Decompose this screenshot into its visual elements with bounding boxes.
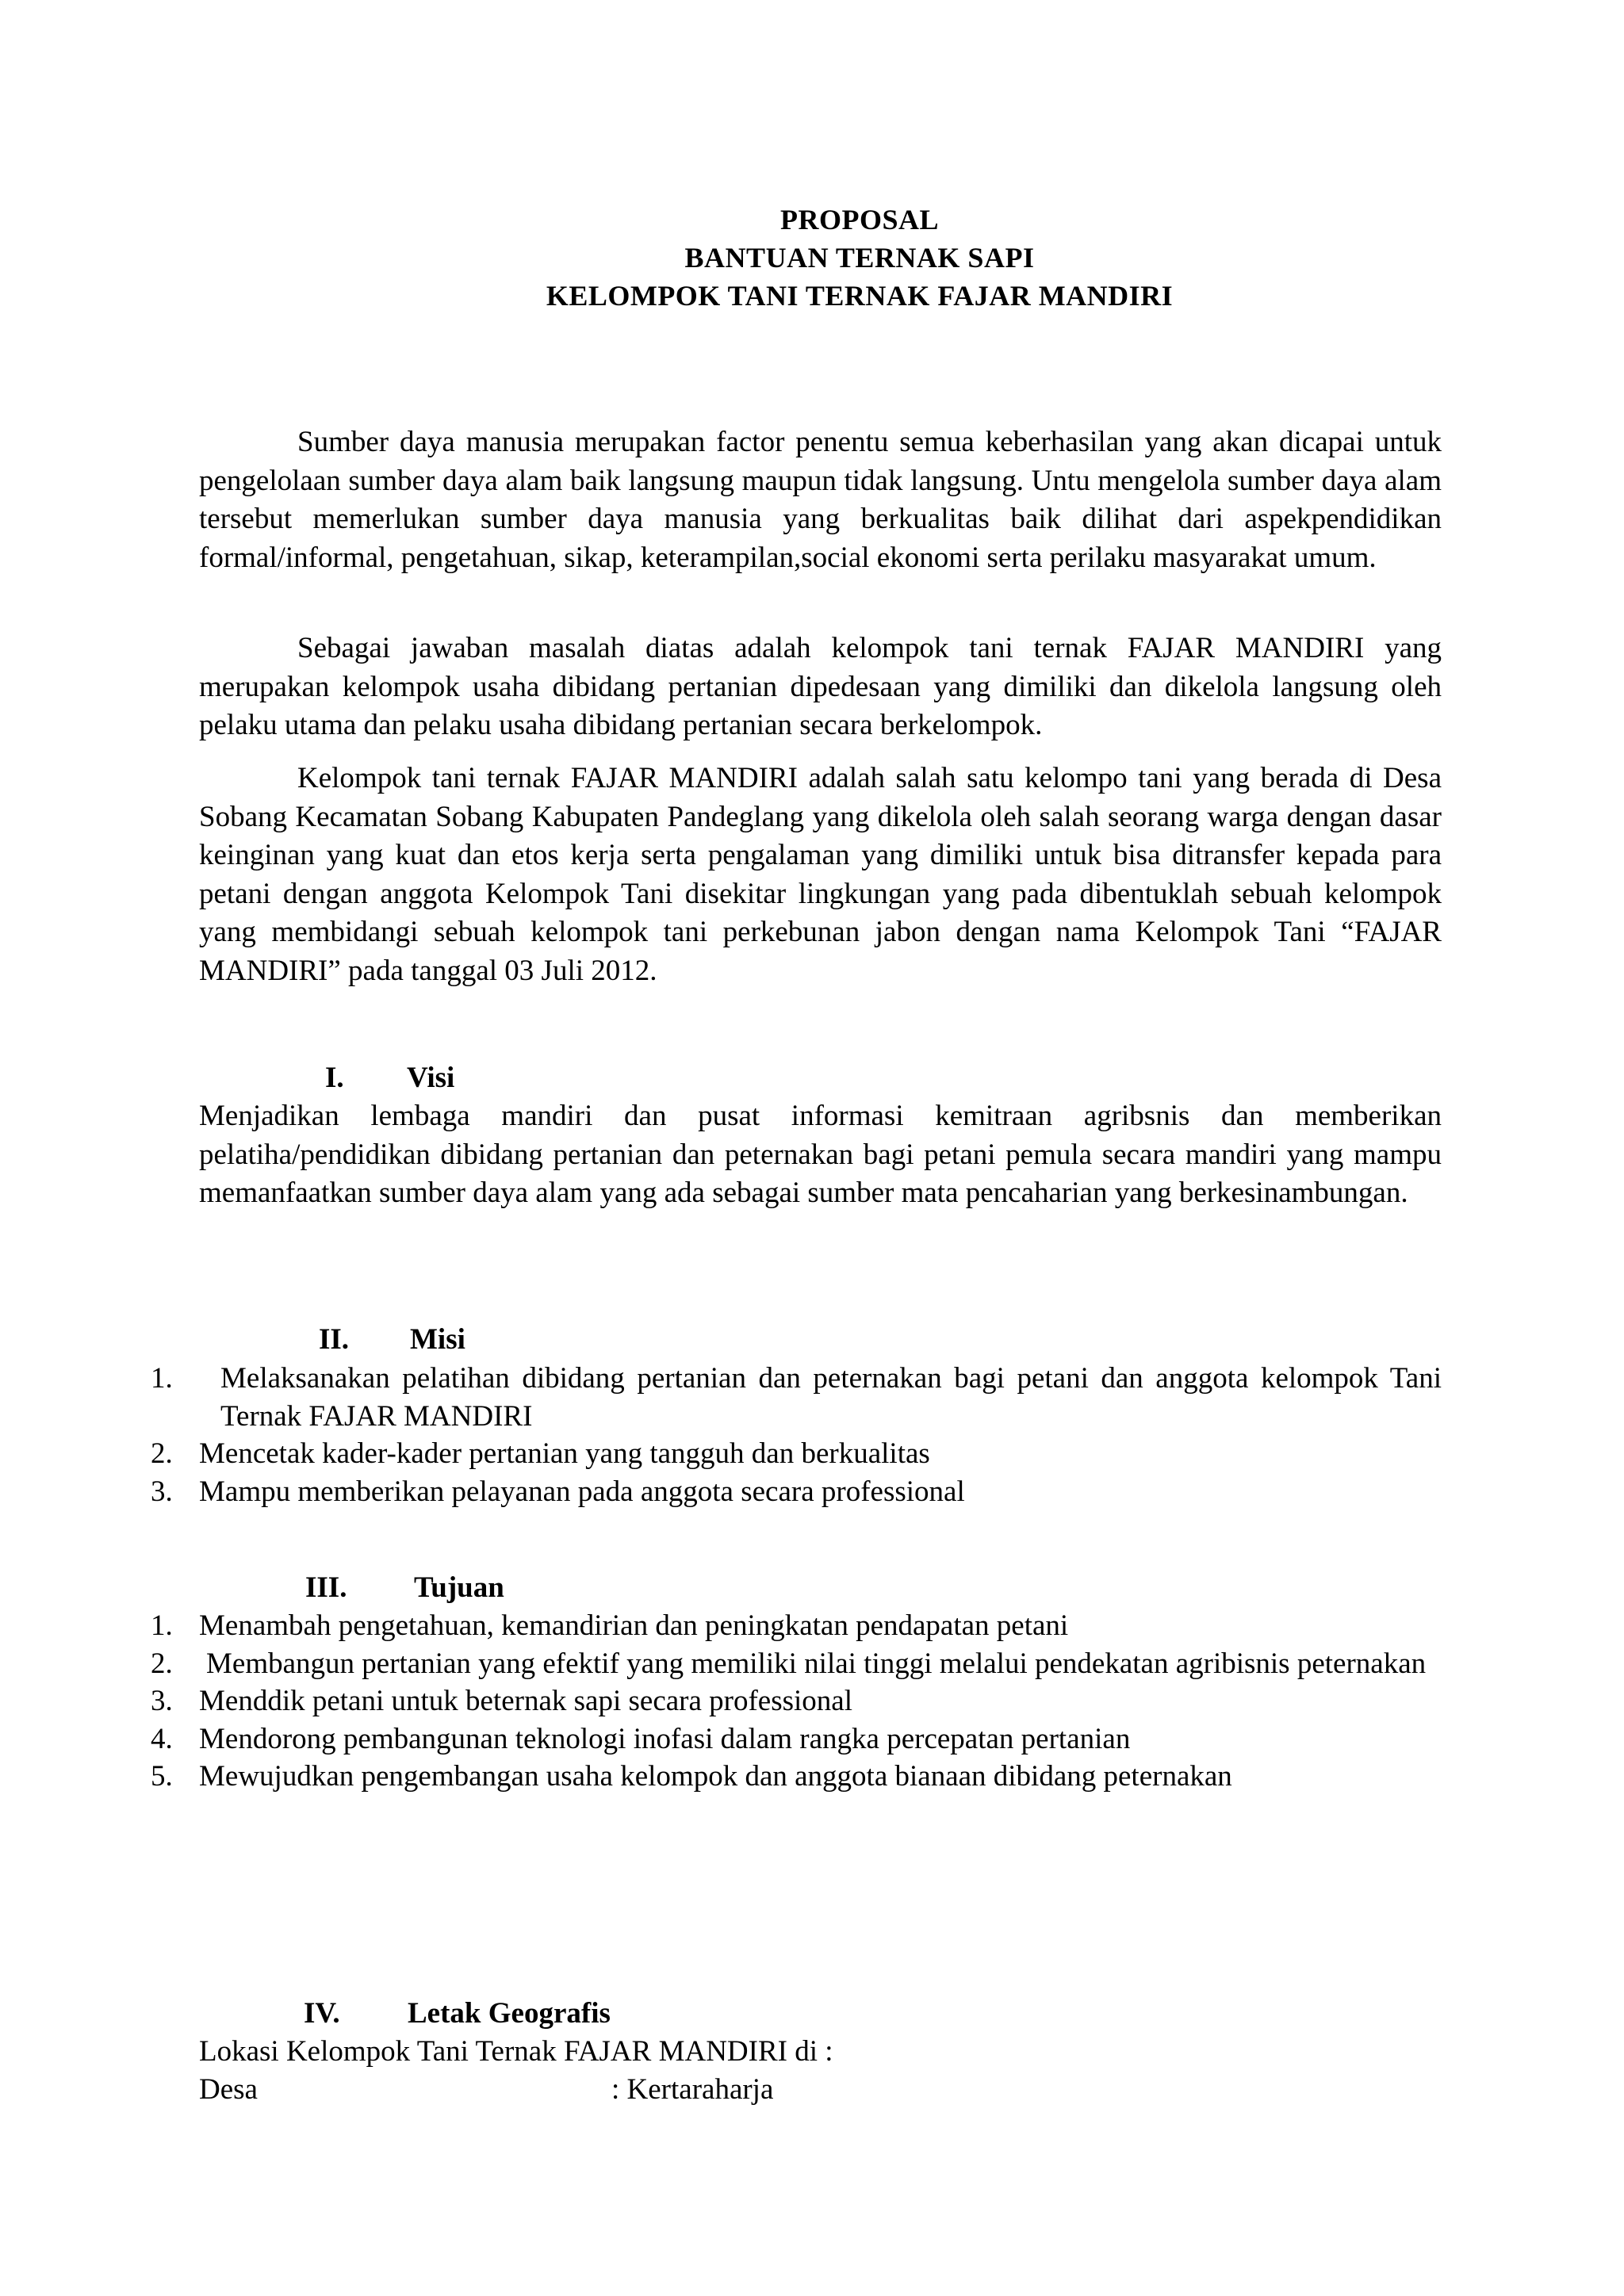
list-item-text: Mencetak kader-kader pertanian yang tangguh dan berkualitas: [199, 1437, 930, 1470]
tujuan-list: [151, 1607, 1442, 1796]
geografis-number: IV.: [304, 1997, 340, 2030]
intro-paragraph-1: [199, 423, 1442, 577]
geografis-heading: [304, 1995, 611, 2033]
list-item-number: 2.: [151, 1647, 173, 1680]
list-item: [151, 1645, 1442, 1683]
tujuan-number: III.: [305, 1571, 347, 1604]
desa-value: : Kertaraharja: [611, 2073, 774, 2106]
visi-number: I.: [325, 1062, 344, 1094]
lokasi-line: Lokasi Kelompok Tani Ternak FAJAR MANDIRI di :: [199, 2035, 833, 2068]
tujuan-label: Tujuan: [414, 1571, 504, 1604]
list-item-number: 2.: [151, 1437, 173, 1470]
list-item: [151, 1473, 1442, 1511]
list-item: [151, 1360, 1442, 1435]
list-item-number: 1.: [151, 1609, 173, 1642]
list-item-text: Mewujudkan pengembangan usaha kelompok dan anggota bianaan dibidang peternakan: [199, 1760, 1232, 1793]
list-item-number: 1.: [151, 1362, 173, 1395]
list-item-text: Membangun pertanian yang efektif yang memiliki nilai tinggi melalui pendekatan agribisnis peternakan: [206, 1647, 1427, 1680]
intro-paragraph-2: [199, 629, 1442, 745]
list-item-number: 3.: [151, 1475, 173, 1508]
intro-paragraph-3: [199, 760, 1442, 990]
title-line-2: BANTUAN TERNAK SAPI: [684, 242, 1035, 274]
visi-text: Menjadikan lembaga mandiri dan pusat informasi kemitraan agribsnis dan memberikan pelatiha/pendidikan dibidang pertanian dan peternakan bagi petani pemula secara mandiri yang mampu memanfaatkan sumber daya alam yang ada sebagai sumber mata pencaharian yang berkesinambungan.: [199, 1100, 1442, 1209]
misi-heading: [319, 1321, 465, 1359]
list-item-number: 3.: [151, 1685, 173, 1717]
tujuan-heading: [305, 1569, 504, 1607]
list-item-number: 4.: [151, 1722, 173, 1755]
list-item-text: Mendorong pembangunan teknologi inofasi dalam rangka percepatan pertanian: [199, 1722, 1131, 1755]
intro-paragraph-3-text: Kelompok tani ternak FAJAR MANDIRI adalah salah satu kelompo tani yang berada di Desa Sobang Kecamatan Sobang Kabupaten Pandeglang yang dikelola oleh salah seorang warga dengan dasar keinginan yang kuat dan etos kerja serta pengalaman yang dimiliki untuk bisa ditransfer kepada para petani dengan anggota Kelompok Tani disekitar lingkungan yang pada dibentuklah sebuah kelompok yang membidangi sebuah kelompok tani perkebunan jabon dengan nama Kelompok Tani “FAJAR MANDIRI” pada tanggal 03 Juli 2012.: [199, 762, 1442, 987]
misi-list: [151, 1360, 1442, 1510]
title-line-3: KELOMPOK TANI TERNAK FAJAR MANDIRI: [546, 280, 1174, 312]
list-item-text: Melaksanakan pelatihan dibidang pertanian dan peternakan bagi petani dan anggota kelompok Tani Ternak FAJAR MANDIRI: [220, 1362, 1442, 1433]
list-item: [151, 1682, 1442, 1720]
list-item-text: Menambah pengetahuan, kemandirian dan peningkatan pendapatan petani: [199, 1609, 1069, 1642]
visi-heading: [325, 1059, 454, 1097]
misi-label: Misi: [410, 1323, 465, 1356]
desa-label: Desa: [199, 2073, 258, 2106]
misi-number: II.: [319, 1323, 350, 1356]
title-line-1: PROPOSAL: [779, 204, 939, 235]
list-item-number: 5.: [151, 1760, 173, 1793]
list-item: [151, 1607, 1442, 1645]
intro-paragraph-2-text: Sebagai jawaban masalah diatas adalah kelompok tani ternak FAJAR MANDIRI yang merupakan kelompok usaha dibidang pertanian dipedesaan yang dimiliki dan dikelola langsung oleh pelaku utama dan pelaku usaha dibidang pertanian secara berkelompok.: [199, 632, 1442, 741]
list-item-text: Mampu memberikan pelayanan pada anggota secara professional: [199, 1475, 965, 1508]
desa-row: [199, 2071, 992, 2109]
visi-label: Visi: [407, 1062, 455, 1094]
document-title: [0, 201, 1624, 315]
intro-paragraph-1-text: Sumber daya manusia merupakan factor penentu semua keberhasilan yang akan dicapai untuk pengelolaan sumber daya alam baik langsung maupun tidak langsung. Untu mengelola sumber daya alam tersebut memerlukan sumber daya manusia yang berkualitas baik dilihat dari aspekpendidikan formal/informal, pengetahuan, sikap, keterampilan,social ekonomi serta perilaku masyarakat umum.: [199, 426, 1442, 574]
list-item: [151, 1758, 1442, 1796]
list-item-text: Menddik petani untuk beternak sapi secara professional: [199, 1685, 853, 1717]
list-item: [151, 1435, 1442, 1473]
list-item: [151, 1720, 1442, 1758]
geografis-label: Letak Geografis: [408, 1997, 611, 2030]
